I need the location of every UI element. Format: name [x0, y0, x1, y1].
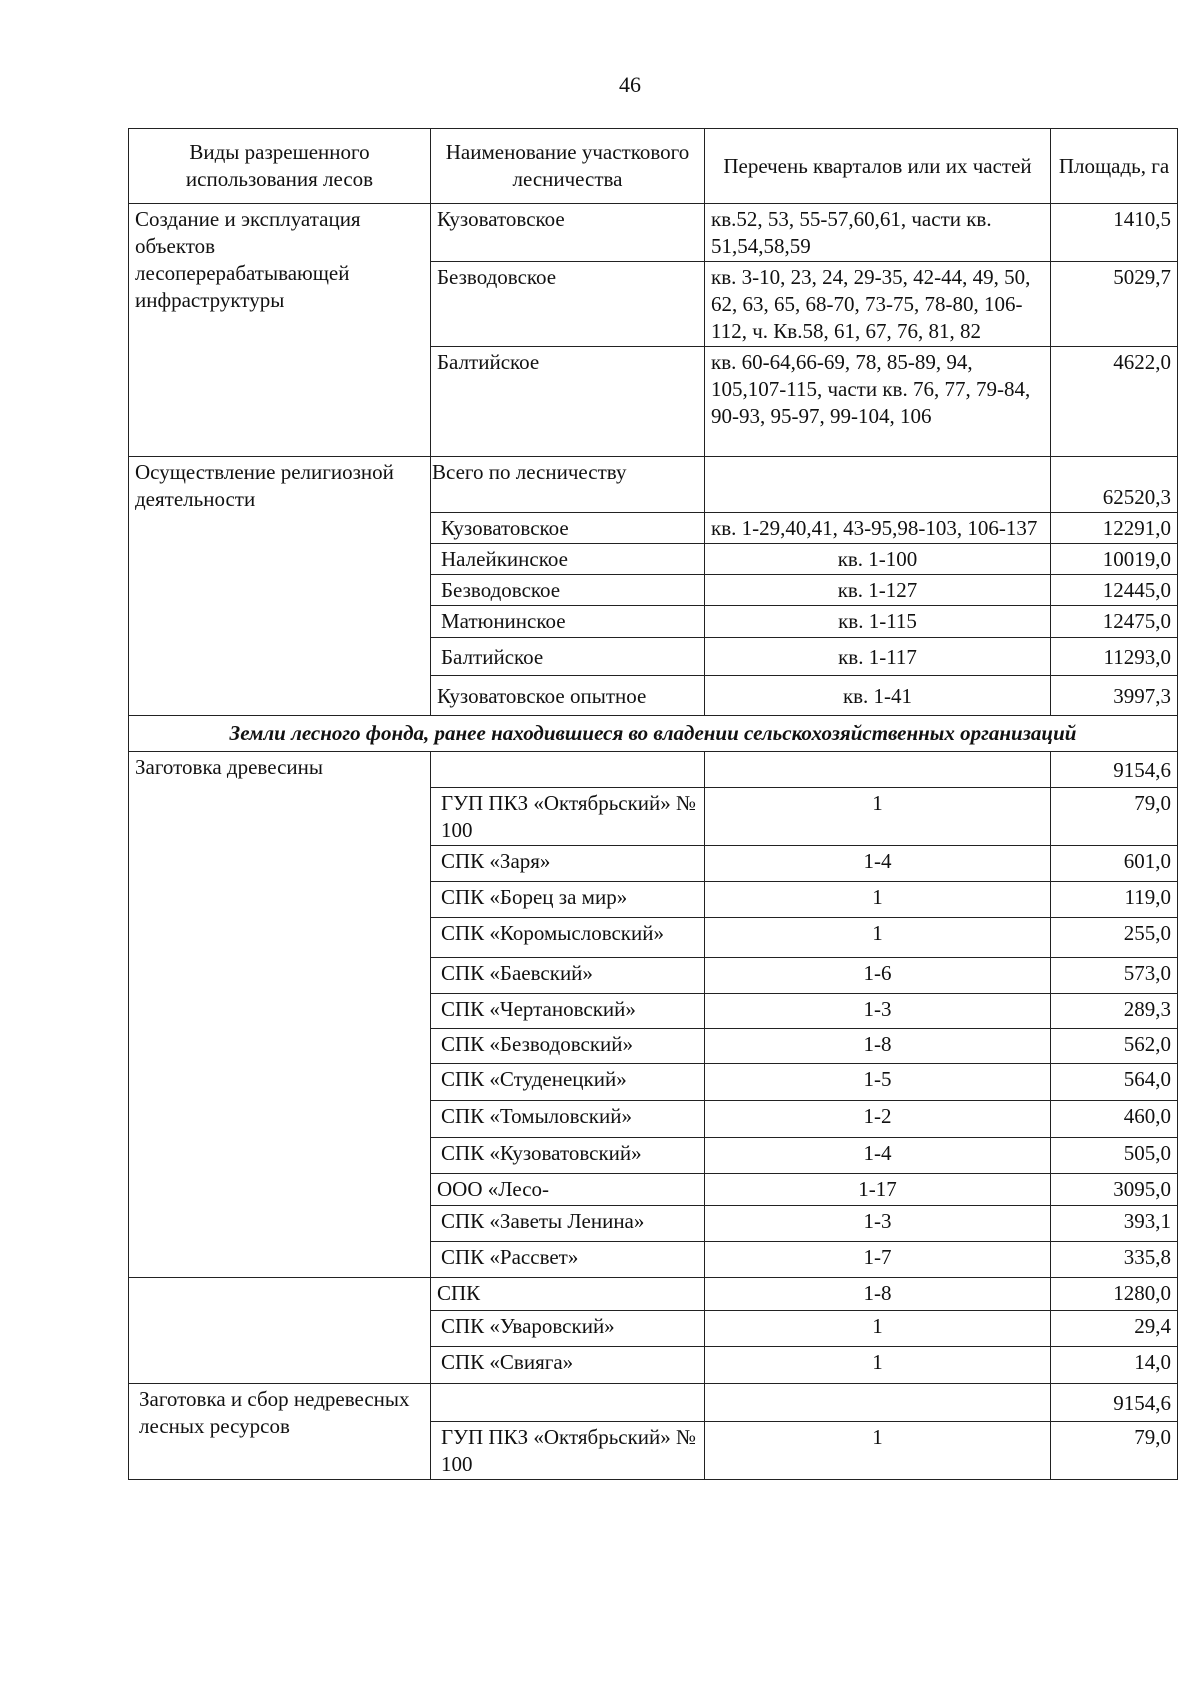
use-type-cell: Создание и эксплуатация объектов лесоперерабатывающей инфраструктуры [129, 204, 431, 457]
org-name: СПК «Чертановский» [431, 994, 705, 1029]
area-value: 564,0 [1051, 1064, 1178, 1101]
org-name: СПК «Безводовский» [431, 1029, 705, 1064]
header-area: Площадь, га [1051, 129, 1178, 204]
quarters-list: 1-6 [705, 958, 1051, 994]
table-row [129, 457, 1178, 513]
header-row [129, 129, 1178, 204]
area-value: 1280,0 [1051, 1278, 1178, 1311]
header-quarters: Перечень кварталов или их частей [705, 129, 1051, 204]
use-type-cell: Осуществление религиозной деятельности [129, 457, 431, 716]
quarters-list [705, 1384, 1051, 1422]
area-value: 573,0 [1051, 958, 1178, 994]
quarters-list [705, 752, 1051, 788]
area-value: 289,3 [1051, 994, 1178, 1029]
quarters-list: кв. 1-41 [705, 676, 1051, 716]
area-value: 10019,0 [1051, 544, 1178, 575]
quarters-list: кв. 1-100 [705, 544, 1051, 575]
quarters-list: 1-4 [705, 846, 1051, 882]
forest-use-table [128, 128, 1178, 1480]
forestry-name: Безводовское [431, 262, 705, 347]
forestry-name: Кузоватовское опытное [431, 676, 705, 716]
quarters-list: кв. 1-127 [705, 575, 1051, 606]
org-name: СПК «Рассвет» [431, 1242, 705, 1278]
quarters-list: 1-2 [705, 1101, 1051, 1138]
forestry-name: Балтийское [431, 638, 705, 676]
total-area: 62520,3 [1051, 457, 1178, 513]
quarters-list: кв. 60-64,66-69, 78, 85-89, 94, 105,107-115, части кв. 76, 77, 79-84, 90-93, 95-97, 99-104, 106 [705, 347, 1051, 457]
quarters-list: 1 [705, 788, 1051, 846]
area-value: 11293,0 [1051, 638, 1178, 676]
forestry-name [431, 752, 705, 788]
forestry-name: Кузоватовское [431, 513, 705, 544]
org-name: СПК «Коромысловский» [431, 918, 705, 958]
area-value: 4622,0 [1051, 347, 1178, 457]
forestry-name: Безводовское [431, 575, 705, 606]
area-value: 79,0 [1051, 788, 1178, 846]
table-row [129, 1384, 1178, 1422]
quarters-list: 1-4 [705, 1138, 1051, 1174]
area-value: 505,0 [1051, 1138, 1178, 1174]
org-name: СПК «Баевский» [431, 958, 705, 994]
header-forestry-name: Наименование участкового лесничества [431, 129, 705, 204]
quarters-list: 1 [705, 918, 1051, 958]
org-name: СПК «Свияга» [431, 1347, 705, 1384]
org-name: СПК «Студенецкий» [431, 1064, 705, 1101]
quarters-list: 1 [705, 1422, 1051, 1480]
area-value: 460,0 [1051, 1101, 1178, 1138]
quarters-list: 1 [705, 1347, 1051, 1384]
quarters-list [705, 457, 1051, 513]
org-name: ООО «Лесо- [431, 1174, 705, 1206]
section-row [129, 716, 1178, 752]
org-name: СПК [431, 1278, 705, 1311]
forestry-name: Матюнинское [431, 606, 705, 638]
area-value: 1410,5 [1051, 204, 1178, 262]
org-name: ГУП ПКЗ «Октябрьский» № 100 [431, 1422, 705, 1480]
page-number: 46 [619, 72, 641, 97]
quarters-list: 1-3 [705, 1206, 1051, 1242]
table-row [129, 1278, 1178, 1311]
quarters-list: 1-3 [705, 994, 1051, 1029]
forestry-name: Налейкинское [431, 544, 705, 575]
area-value: 119,0 [1051, 882, 1178, 918]
area-value: 12475,0 [1051, 606, 1178, 638]
quarters-list: кв. 1-29,40,41, 43-95,98-103, 106-137 [705, 513, 1051, 544]
org-name: СПК «Заветы Ленина» [431, 1206, 705, 1242]
quarters-list: 1-8 [705, 1029, 1051, 1064]
area-value: 79,0 [1051, 1422, 1178, 1480]
use-type-cell: Заготовка древесины [129, 752, 431, 1278]
total-area: 9154,6 [1051, 1384, 1178, 1422]
area-value: 562,0 [1051, 1029, 1178, 1064]
area-value: 393,1 [1051, 1206, 1178, 1242]
quarters-list: кв.52, 53, 55-57,60,61, части кв. 51,54,58,59 [705, 204, 1051, 262]
total-label: Всего по лесничеству [431, 457, 705, 513]
org-name: СПК «Томыловский» [431, 1101, 705, 1138]
area-value: 14,0 [1051, 1347, 1178, 1384]
org-name: СПК «Кузоватовский» [431, 1138, 705, 1174]
section-title: Земли лесного фонда, ранее находившиеся во владении сельскохозяйственных организаций [129, 716, 1178, 752]
quarters-list: 1-8 [705, 1278, 1051, 1311]
quarters-list: кв. 3-10, 23, 24, 29-35, 42-44, 49, 50, 62, 63, 65, 68-70, 73-75, 78-80, 106-112, ч. Кв.58, 61, 67, 76, 81, 82 [705, 262, 1051, 347]
quarters-list: 1-7 [705, 1242, 1051, 1278]
area-value: 601,0 [1051, 846, 1178, 882]
area-value: 29,4 [1051, 1311, 1178, 1347]
area-value: 335,8 [1051, 1242, 1178, 1278]
quarters-list: 1 [705, 882, 1051, 918]
org-name: ГУП ПКЗ «Октябрьский» № 100 [431, 788, 705, 846]
quarters-list: 1-5 [705, 1064, 1051, 1101]
area-value: 3997,3 [1051, 676, 1178, 716]
table-row [129, 752, 1178, 788]
org-name: СПК «Уваровский» [431, 1311, 705, 1347]
area-value: 12445,0 [1051, 575, 1178, 606]
table-row [129, 204, 1178, 262]
total-area: 9154,6 [1051, 752, 1178, 788]
header-use-type: Виды разрешенного использования лесов [129, 129, 431, 204]
area-value: 12291,0 [1051, 513, 1178, 544]
quarters-list: 1 [705, 1311, 1051, 1347]
use-type-cell-empty [129, 1278, 431, 1384]
org-name [431, 1384, 705, 1422]
area-value: 5029,7 [1051, 262, 1178, 347]
use-type-cell: Заготовка и сбор недревесных лесных ресурсов [129, 1384, 431, 1480]
forestry-name: Кузоватовское [431, 204, 705, 262]
org-name: СПК «Борец за мир» [431, 882, 705, 918]
org-name: СПК «Заря» [431, 846, 705, 882]
quarters-list: кв. 1-115 [705, 606, 1051, 638]
quarters-list: кв. 1-117 [705, 638, 1051, 676]
forestry-name: Балтийское [431, 347, 705, 457]
area-value: 3095,0 [1051, 1174, 1178, 1206]
quarters-list: 1-17 [705, 1174, 1051, 1206]
area-value: 255,0 [1051, 918, 1178, 958]
